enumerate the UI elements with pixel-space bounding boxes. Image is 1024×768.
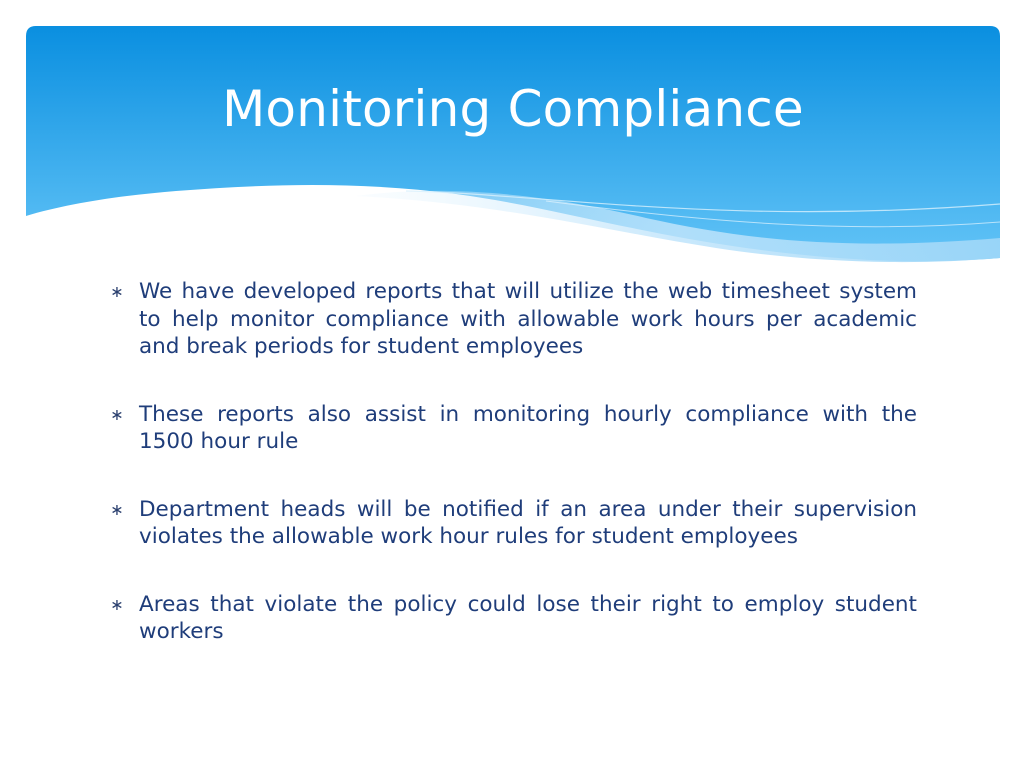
asterisk-icon: ∗ [110,499,124,519]
asterisk-icon: ∗ [110,282,124,301]
banner-wave-graphic [26,26,1000,286]
bullet-text: These reports also assist in monitoring hourly compliance with the 1500 hour rule [139,401,917,454]
bullet-text: We have developed reports that will utilize the web timesheet system to help monitor compliance with allowable work hours per academic and break periods for student employees [139,279,917,359]
bullet-item [107,401,917,456]
asterisk-icon: ∗ [110,594,124,614]
bullet-list [107,278,917,686]
bullet-text: Department heads will be notified if an area under their supervision violates the allowable work hour rules for student employees [139,496,917,549]
header-banner [26,26,1000,286]
asterisk-icon: ∗ [110,404,124,424]
bullet-item [107,496,917,551]
slide-title: Monitoring Compliance [222,80,804,138]
bullet-item [107,591,917,646]
bullet-text: Areas that violate the policy could lose their right to employ student workers [139,591,917,644]
bullet-item [107,278,917,361]
